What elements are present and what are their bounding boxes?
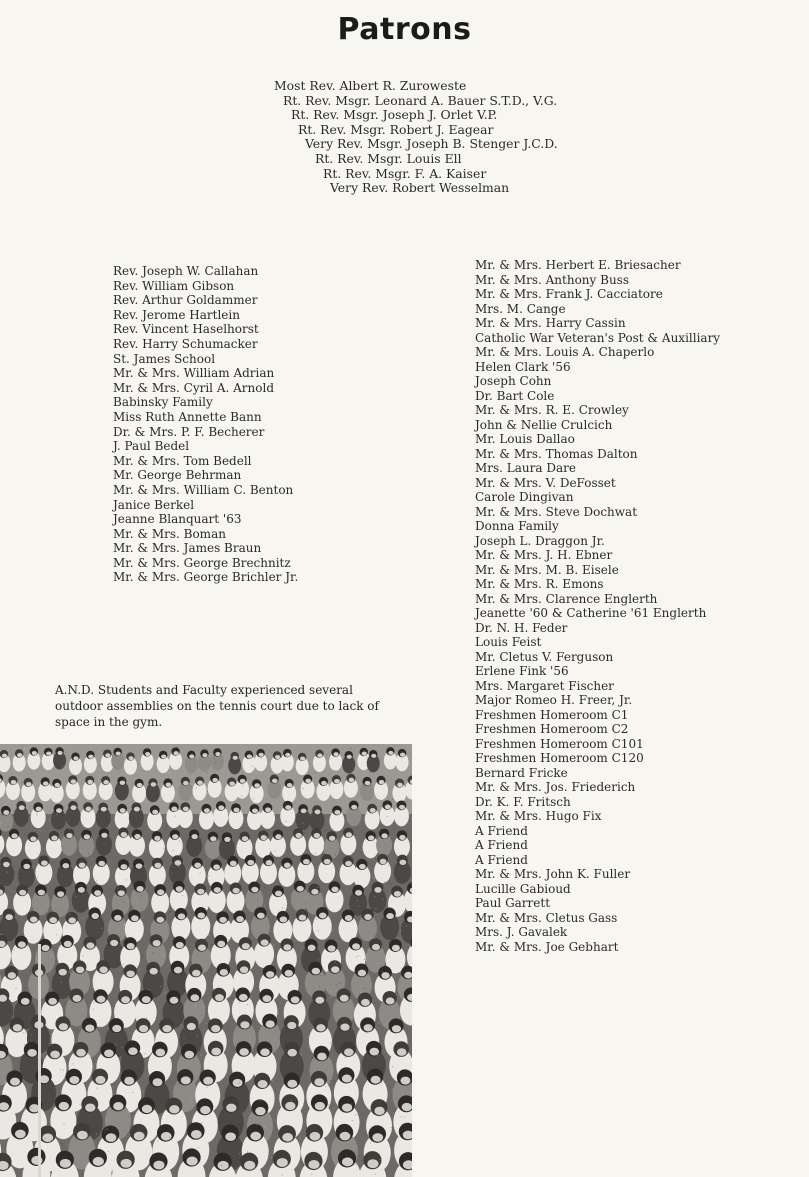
- patron-item: Mr. & Mrs. Harry Cassin: [475, 316, 626, 330]
- patron-item: Mr. & Mrs. Herbert E. Briesacher: [475, 258, 681, 272]
- patron-item: Freshmen Homeroom C120: [475, 751, 644, 765]
- clergy-item: Rt. Rev. Msgr. Leonard A. Bauer S.T.D., V.G.: [283, 92, 558, 108]
- patron-item: Jeanne Blanquart '63: [113, 512, 242, 527]
- patron-item: Mr. & Mrs. Joe Gebhart: [475, 939, 619, 954]
- patron-item: Mr. & Mrs. Thomas Dalton: [475, 446, 638, 461]
- patron-item: St. James School: [113, 351, 216, 366]
- patron-item: Mr. & Mrs. Tom Bedell: [113, 453, 252, 468]
- clergy-item: Very Rev. Robert Wesselman: [330, 180, 510, 196]
- patron-item: Mr. & Mrs. James Braun: [113, 541, 262, 556]
- patron-item: Freshmen Homeroom C101: [475, 736, 644, 751]
- page-title: Patrons: [337, 12, 472, 47]
- patron-item: Janice Berkel: [113, 497, 195, 512]
- patron-item: Mr. Louis Dallao: [475, 432, 575, 446]
- patron-item: Mr. & Mrs. Cletus Gass: [475, 910, 618, 925]
- clergy-item: Rt. Rev. Msgr. Louis Ell: [315, 151, 462, 166]
- patron-item: Dr. N. H. Feder: [475, 620, 568, 635]
- patron-item: Mrs. M. Cange: [475, 301, 566, 316]
- patron-item: Rev. Arthur Goldammer: [113, 293, 258, 308]
- patron-item: Carole Dingivan: [475, 490, 574, 504]
- patron-item: Mr. & Mrs. William Adrian: [113, 366, 275, 381]
- clergy-item: Most Rev. Albert R. Zuroweste: [274, 78, 467, 93]
- patron-item: Mr. & Mrs. J. H. Ebner: [475, 548, 613, 562]
- patron-item: Joseph L. Draggon Jr.: [475, 533, 605, 548]
- patron-item: Mr. & Mrs. Jos. Friederich: [475, 780, 636, 794]
- patron-item: Mrs. Laura Dare: [475, 461, 576, 475]
- patron-item: Bernard Fricke: [475, 765, 568, 780]
- patron-item: J. Paul Bedel: [113, 439, 190, 454]
- patron-item: Miss Ruth Annette Bann: [113, 409, 262, 424]
- patron-item: Joseph Cohn: [475, 374, 552, 388]
- patron-item: Mr. & Mrs. George Brechnitz: [113, 555, 291, 570]
- patron-item: Mr. & Mrs. Frank J. Cacciatore: [475, 287, 663, 301]
- clergy-item: Rt. Rev. Msgr. Robert J. Eagear: [298, 121, 494, 137]
- patron-item: Helen Clark '56: [475, 359, 571, 374]
- clergy-item: Rt. Rev. Msgr. Joseph J. Orlet V.P.: [291, 107, 498, 123]
- patron-item: Dr. Bart Cole: [475, 388, 555, 403]
- patron-item: Mr. & Mrs. George Brichler Jr.: [113, 570, 299, 585]
- patron-item: Donna Family: [475, 519, 559, 533]
- patron-item: A Friend: [475, 852, 528, 867]
- patron-item: Catholic War Veteran's Post & Auxilliary: [475, 330, 721, 345]
- patron-item: Mr. & Mrs. Steve Dochwat: [475, 504, 638, 519]
- patron-item: Mr. & Mrs. Boman: [113, 526, 226, 541]
- patron-item: Jeanette '60 & Catherine '61 Englerth: [475, 606, 707, 620]
- patron-item: Mr. & Mrs. Clarence Englerth: [475, 591, 658, 606]
- patron-item: Louis Feist: [475, 635, 542, 649]
- patron-item: Babinsky Family: [113, 395, 213, 410]
- patron-item: Mr. & Mrs. R. E. Crowley: [475, 403, 629, 417]
- patron-item: Mr. George Behrman: [113, 468, 242, 483]
- patron-item: Rev. Joseph W. Callahan: [113, 264, 259, 278]
- patron-item: Mr. & Mrs. John K. Fuller: [475, 867, 631, 881]
- patron-list-left: [113, 264, 298, 585]
- photo-caption: A.N.D. Students and Faculty experienced several outdoor assemblies on the tennis court due to lack of space in the gym.: [55, 683, 379, 729]
- patron-item: Major Romeo H. Freer, Jr.: [475, 693, 633, 707]
- patron-item: Rev. Harry Schumacker: [113, 336, 258, 351]
- patron-item: Paul Garrett: [475, 896, 551, 910]
- patron-item: Mr. & Mrs. M. B. Eisele: [475, 562, 619, 577]
- patron-item: Lucille Gabioud: [475, 881, 571, 896]
- patron-item: Dr. & Mrs. P. F. Becherer: [113, 424, 265, 439]
- crowd-photo: [0, 744, 412, 1177]
- patron-item: Freshmen Homeroom C1: [475, 707, 629, 722]
- patron-item: A Friend: [475, 823, 528, 838]
- patron-item: Mr. & Mrs. Cyril A. Arnold: [113, 380, 274, 395]
- patron-list-right: [475, 258, 720, 954]
- patron-item: John & Nellie Crulcich: [475, 417, 613, 432]
- patron-item: Rev. William Gibson: [113, 278, 235, 293]
- patron-item: Mr. & Mrs. Hugo Fix: [475, 809, 602, 823]
- patron-item: Erlene Fink '56: [475, 664, 569, 678]
- clergy-item: Rt. Rev. Msgr. F. A. Kaiser: [323, 165, 487, 181]
- clergy-item: Very Rev. Msgr. Joseph B. Stenger J.C.D.: [305, 136, 558, 152]
- patron-item: Mr. & Mrs. William C. Benton: [113, 482, 294, 497]
- patron-item: Mrs. J. Gavalek: [475, 925, 568, 939]
- patron-item: Mr. Cletus V. Ferguson: [475, 649, 614, 664]
- patron-item: A Friend: [475, 838, 528, 852]
- patron-item: Mr. & Mrs. Louis A. Chaperlo: [475, 345, 655, 359]
- patron-item: Freshmen Homeroom C2: [475, 722, 629, 736]
- patron-item: Rev. Vincent Haselhorst: [113, 322, 259, 337]
- patron-item: Mr. & Mrs. V. DeFosset: [475, 475, 616, 490]
- patron-item: Rev. Jerome Hartlein: [113, 307, 240, 322]
- crowd-photo-illustration: [0, 744, 412, 1177]
- patron-item: Mrs. Margaret Fischer: [475, 678, 614, 693]
- patron-item: Dr. K. F. Fritsch: [475, 794, 571, 809]
- patron-item: Mr. & Mrs. Anthony Buss: [475, 272, 629, 287]
- patron-item: Mr. & Mrs. R. Emons: [475, 577, 604, 591]
